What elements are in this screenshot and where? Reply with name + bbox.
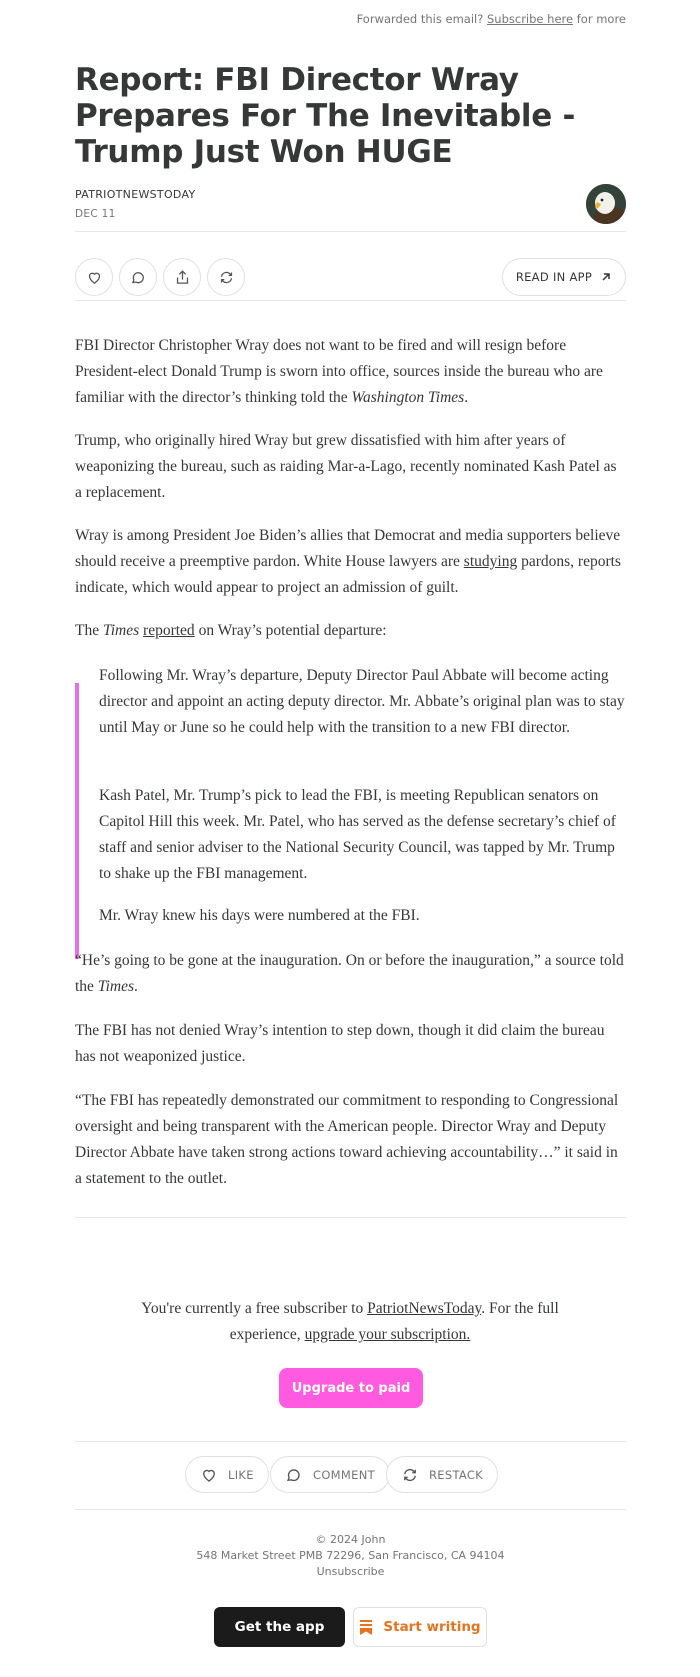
comment-button[interactable] (119, 258, 157, 296)
eagle-avatar-icon (586, 184, 626, 224)
like-label: LIKE (228, 1467, 254, 1482)
restack-button[interactable] (207, 258, 245, 296)
comment-icon (130, 269, 147, 286)
heart-icon (86, 269, 103, 286)
studying-link[interactable]: studying (463, 553, 518, 570)
footer-address: 548 Market Street PMB 72296, San Francisco, CA 94104 (196, 1549, 505, 1562)
post-title[interactable]: Report: FBI Director Wray Prepares For The Inevitable - Trump Just Won HUGE (75, 62, 576, 170)
read-in-app-label: READ IN APP (515, 270, 593, 284)
restack-label: RESTACK (429, 1467, 484, 1482)
reported-link[interactable]: reported (143, 622, 195, 639)
paragraph-7: “The FBI has repeatedly demonstrated our commitment to responding to Congressional oversight and being transparent with the American people. Director Wray and Deputy Director Abbate have taken strong actions toward achieving accountability…” it said in a statement to the outlet. (75, 1092, 619, 1187)
like-button[interactable] (75, 258, 113, 296)
paragraph-2: Trump, who originally hired Wray but grew dissatisfied with him after years of weaponizing the bureau, such as raiding Mar-a-Lago, recently nominated Kash Patel as a replacement. (75, 432, 617, 501)
footer-copyright: © 2024 John (315, 1533, 386, 1546)
blockquote-paragraph-2: Kash Patel, Mr. Trump’s pick to lead the FBI, is meeting Republican senators on Capitol Hill this week. Mr. Patel, who has served as the defense secretary’s chief of staff and senior adviser to the National Security Council, was tapped by Mr. Trump to shake up the FBI management. (99, 787, 616, 882)
restack-icon (401, 1466, 419, 1484)
washington-times-emphasis: Washington Times (351, 389, 465, 406)
post-date: DEC 11 (75, 208, 116, 220)
restack-pill-button[interactable] (386, 1456, 498, 1493)
divider (75, 231, 626, 232)
comment-pill-button[interactable] (270, 1456, 390, 1493)
restack-icon (218, 269, 235, 286)
comment-label: COMMENT (313, 1467, 375, 1482)
upgrade-subscription-link[interactable]: upgrade your subscription. (304, 1326, 471, 1343)
paragraph-4: The Times reported on Wray’s potential departure: (75, 622, 387, 639)
publication-link[interactable]: PatriotNewsToday (367, 1300, 482, 1317)
paragraph-6: The FBI has not denied Wray’s intention to step down, though it did claim the bureau has not weaponized justice. (75, 1022, 605, 1065)
unsubscribe-link[interactable]: Unsubscribe (316, 1565, 385, 1578)
comment-icon (285, 1466, 303, 1484)
divider (75, 1217, 626, 1218)
author-avatar[interactable] (586, 184, 626, 224)
start-writing-button[interactable] (353, 1607, 487, 1647)
divider (75, 1509, 626, 1510)
forwarded-prefix: Forwarded this email? (356, 12, 484, 26)
paragraph-5: “He’s going to be gone at the inauguration. On or before the inauguration,” a source told the Times. (75, 952, 624, 995)
heart-icon (200, 1466, 218, 1484)
blockquote-bar (75, 683, 79, 959)
divider (75, 1441, 626, 1442)
read-in-app-button[interactable] (502, 258, 626, 296)
paragraph-1: FBI Director Christopher Wray does not want to be fired and will resign before President-elect Donald Trump is sworn into office, sources inside the bureau who are familiar with the director’s thinking told the Washington Times. (75, 337, 603, 406)
share-icon (174, 269, 191, 286)
blockquote-paragraph-3: Mr. Wray knew his days were numbered at the FBI. (99, 907, 420, 924)
arrow-up-right-icon (600, 271, 612, 283)
upgrade-to-paid-button[interactable]: Upgrade to paid (279, 1368, 423, 1408)
paragraph-3: Wray is among President Joe Biden’s allies that Democrat and media supporters believe should receive a preemptive pardon. White House lawyers are studying pardons, reports indicate, which would appear to project an admission of guilt. (75, 527, 621, 596)
blockquote-paragraph-1: Following Mr. Wray’s departure, Deputy Director Paul Abbate will become acting director and appoint an acting deputy director. Mr. Abbate’s original plan was to stay until May or June so he could help with the transition to a new FBI director. (99, 667, 625, 736)
subscribe-link[interactable]: Subscribe here (487, 12, 574, 26)
like-pill-button[interactable] (185, 1456, 269, 1493)
forwarded-notice (357, 12, 626, 26)
get-the-app-button[interactable]: Get the app (214, 1607, 345, 1647)
share-button[interactable] (163, 258, 201, 296)
substack-logo-icon (359, 1619, 373, 1635)
start-writing-label: Start writing (383, 1619, 481, 1635)
subscription-notice: You're currently a free subscriber to PatriotNewsToday. For the full experience, upgrade your subscription. (141, 1300, 559, 1343)
author-name[interactable]: PATRIOTNEWSTODAY (75, 188, 196, 201)
forwarded-suffix: for more (576, 12, 626, 26)
divider (75, 300, 626, 301)
